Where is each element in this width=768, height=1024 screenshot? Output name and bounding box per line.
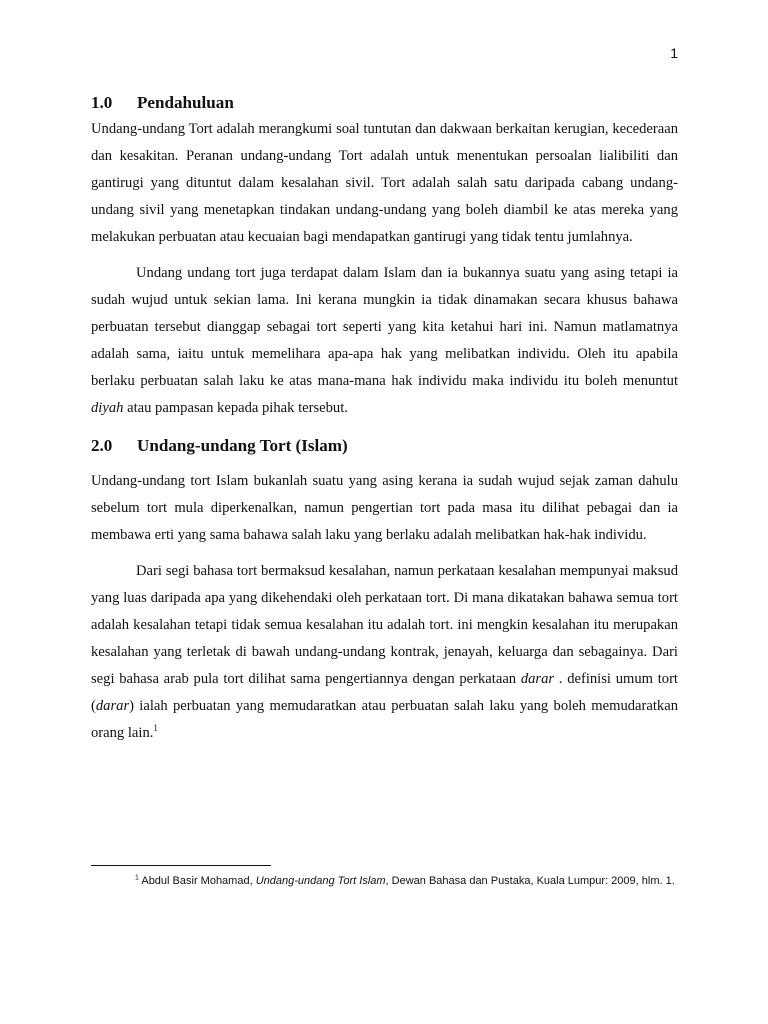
footnote [91,872,678,891]
paragraph [91,558,678,747]
footnote-author: Abdul Basir Mohamad, [138,875,256,887]
text-run: Dari segi bahasa tort bermaksud kesalahan, namun perkataan kesalahan mempunyai maksud yang luas daripada apa yang dikehendaki oleh perkataan tort. Di mana dikatakan bahawa semua tort adalah kesalahan tetapi tidak semua kesalahan itu adalah tort. ini mengkin kesalahan itu merupakan kesalahan yang terletak di bawah undang-undang kontrak, jenayah, keluarga dan sebagainya. Dari segi bahasa arab pula tort dilihat sama pengertiannya dengan perkataan [91,563,678,687]
footnote-book-title: Undang-undang Tort Islam [255,875,386,887]
text-run: atau pampasan kepada pihak tersebut. [123,400,348,416]
paragraph: Undang-undang tort Islam bukanlah suatu yang asing kerana ia sudah wujud sejak zaman dahulu sebelum tort mula diperkenalkan, namun pengertian tort pada masa itu dilihat pebagai dan ia membawa erti yang sama bahawa salah laku yang berlaku adalah melibatkan hak-hak individu. [91,473,678,543]
section-number: 1.0 [91,93,113,112]
section-number: 2.0 [91,436,113,455]
paragraph [91,260,678,422]
section-title: Undang-undang Tort (Islam) [137,436,348,455]
italic-term: darar [520,671,555,687]
text-run: ) ialah perbuatan yang memudaratkan atau perbuatan salah laku yang boleh memudaratkan orang lain. [91,698,678,741]
footnote-divider [91,865,271,866]
text-run: . definisi umum tort ( [91,671,678,714]
paragraph: Undang-undang Tort adalah merangkumi soal tuntutan dan dakwaan berkaitan kerugian, kecederaan dan kesakitan. Peranan undang-undang Tort adalah untuk menentukan persoalan lialibiliti dan gantirugi yang dituntut dalam kesalahan sivil. Tort adalah salah satu daripada cabang undang-undang sivil yang menetapkan tindakan undang-undang yang boleh diambil ke atas mereka yang melakukan perbuatan atau kecuaian bagi mendapatkan gantirugi yang tidak tentu jumlahnya. [91,121,678,245]
footnote-reference[interactable]: 1 [153,723,158,734]
section-heading-2 [91,432,678,459]
footnote-marker: 1 [135,874,139,882]
text-run: Undang undang tort juga terdapat dalam Islam dan ia bukannya suatu yang asing tetapi ia sudah wujud untuk sekian lama. Ini kerana mungkin ia tidak dinamakan secara khusus bahawa perbuatan tersebut dianggap sebagai tort seperti yang kita ketahui hari ini. Namun matlamatnya adalah sama, iaitu untuk memelihara apa-apa hak yang melibatkan individu. Oleh itu apabila berlaku perbuatan salah laku ke atas mana-mana hak individu maka individu itu boleh menuntut [91,265,678,389]
section-title: Pendahuluan [137,93,234,112]
italic-term: diyah [91,400,124,416]
page-number: 1 [670,45,678,61]
footnote-text [91,872,678,891]
document-body [91,89,678,747]
section-heading-1 [91,89,678,116]
footnote-publication: , Dewan Bahasa dan Pustaka, Kuala Lumpur: 2009, hlm. 1. [385,875,675,887]
italic-term: darar [95,698,130,714]
